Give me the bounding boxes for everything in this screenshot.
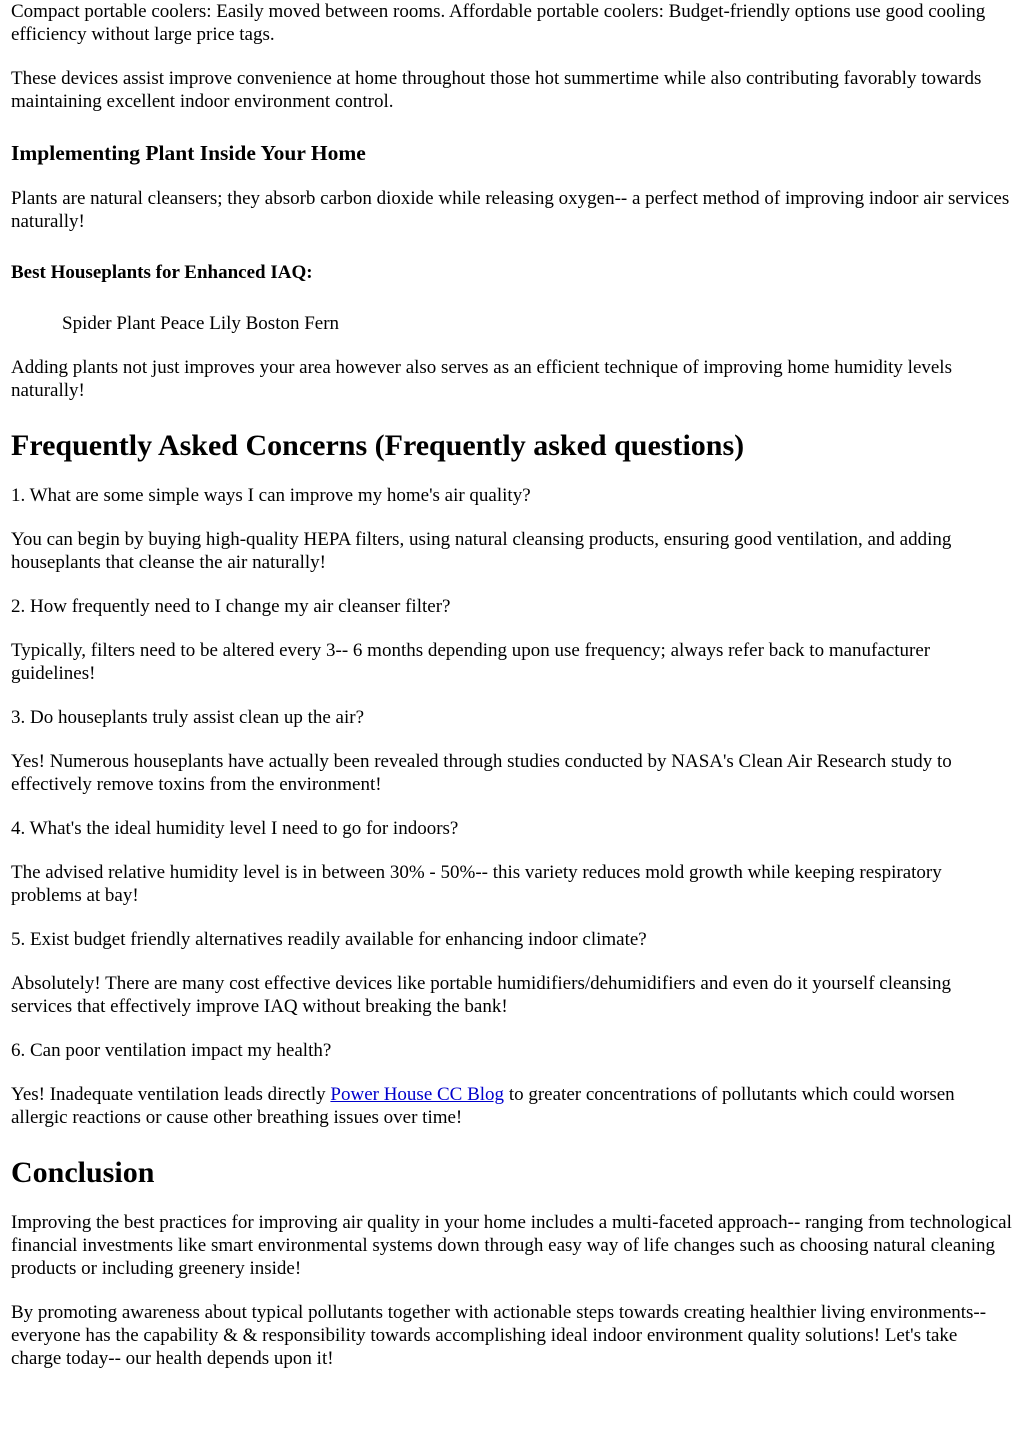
plants-paragraph-1: Plants are natural cleansers; they absorb carbon dioxide while releasing oxygen-- a perfect method of improving indoor air services naturally! bbox=[11, 188, 1010, 232]
plants-heading: Implementing Plant Inside Your Home bbox=[11, 141, 366, 165]
faq-question-1: 1. What are some simple ways I can improve my home's air quality? bbox=[11, 485, 531, 506]
intro-paragraph-2: These devices assist improve convenience at home throughout those hot summertime while also contributing favorably towards maintaining excellent indoor environment control. bbox=[11, 68, 982, 112]
faq-answer-6-text-after: to greater concentrations of pollutants which could worsen allergic reactions or cause other breathing issues over time! bbox=[11, 1084, 955, 1128]
faq-heading: Frequently Asked Concerns (Frequently asked questions) bbox=[11, 429, 745, 462]
power-house-cc-blog-link[interactable]: Power House CC Blog bbox=[330, 1084, 505, 1105]
plants-paragraph-2: Adding plants not just improves your area however also serves as an efficient technique of improving home humidity levels naturally! bbox=[11, 357, 952, 401]
faq-answer-3: Yes! Numerous houseplants have actually been revealed through studies conducted by NASA's Clean Air Research study to effectively remove toxins from the environment! bbox=[11, 751, 952, 795]
faq-answer-4: The advised relative humidity level is in between 30% - 50%-- this variety reduces mold growth while keeping respiratory problems at bay! bbox=[11, 862, 942, 906]
faq-answer-6 bbox=[11, 1083, 1012, 1129]
faq-answer-2: Typically, filters need to be altered every 3-- 6 months depending upon use frequency; always refer back to manufacturer guidelines! bbox=[11, 640, 931, 684]
conclusion-paragraph-1: Improving the best practices for improving air quality in your home includes a multi-faceted approach-- ranging from technological financial investments like smart environmental systems down through easy way of life changes such as choosing natural cleaning products or including greenery inside! bbox=[11, 1212, 1012, 1279]
faq-question-2: 2. How frequently need to I change my air cleanser filter? bbox=[11, 596, 451, 617]
houseplants-subheading: Best Houseplants for Enhanced IAQ: bbox=[11, 262, 313, 283]
faq-question-6: 6. Can poor ventilation impact my health? bbox=[11, 1040, 332, 1061]
houseplants-list: Spider Plant Peace Lily Boston Fern bbox=[62, 313, 340, 334]
faq-question-4: 4. What's the ideal humidity level I need to go for indoors? bbox=[11, 818, 459, 839]
conclusion-paragraph-2: By promoting awareness about typical pollutants together with actionable steps towards creating healthier living environments-- everyone has the capability & & responsibility towards accomplishing ideal indoor environment quality solutions! Let's take charge today-- our health depends upon it! bbox=[11, 1302, 987, 1369]
faq-answer-6-text-before: Yes! Inadequate ventilation leads directly bbox=[11, 1084, 331, 1105]
faq-answer-1: You can begin by buying high-quality HEPA filters, using natural cleansing products, ensuring good ventilation, and adding houseplants that cleanse the air naturally! bbox=[11, 529, 952, 573]
conclusion-heading: Conclusion bbox=[11, 1156, 155, 1189]
intro-paragraph-1: Compact portable coolers: Easily moved between rooms. Affordable portable coolers: Budget-friendly options use good cooling efficiency without large price tags. bbox=[11, 1, 986, 45]
faq-answer-5: Absolutely! There are many cost effective devices like portable humidifiers/dehumidifiers and even do it yourself cleansing services that effectively improve IAQ without breaking the bank! bbox=[11, 973, 952, 1017]
faq-question-3: 3. Do houseplants truly assist clean up the air? bbox=[11, 707, 365, 728]
faq-question-5: 5. Exist budget friendly alternatives readily available for enhancing indoor climate? bbox=[11, 929, 647, 950]
